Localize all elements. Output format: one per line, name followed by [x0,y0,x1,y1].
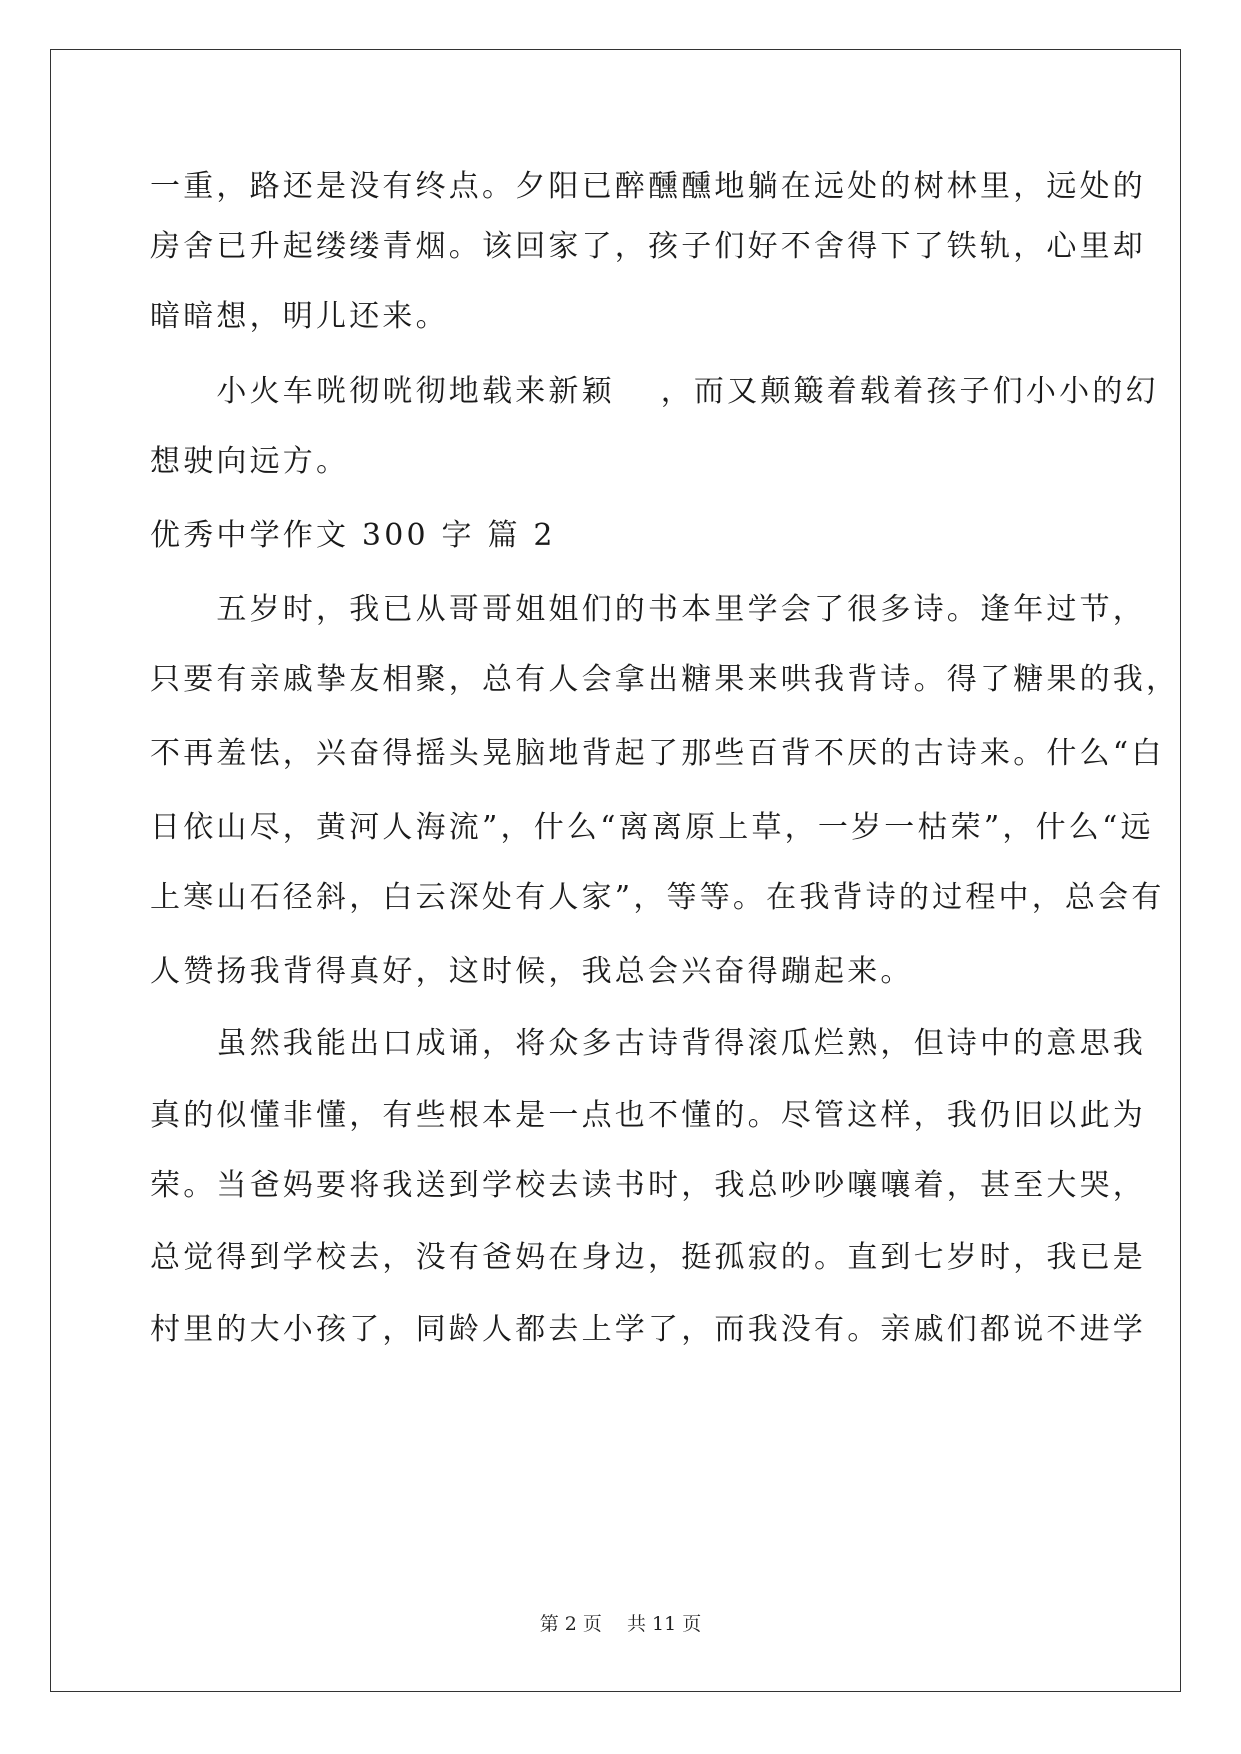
text-line: 想驶向远方。 [150,444,350,479]
text-line: 村里的大小孩了，同龄人都去上学了，而我没有。亲戚们都说不进学 [150,1312,1146,1347]
text-line: 荣。当爸妈要将我送到学校去读书时，我总吵吵嚷嚷着，甚至大哭， [150,1168,1146,1203]
text-line: 只要有亲戚挚友相聚，总有人会拿出糖果来哄我背诗。得了糖果的我， [150,662,1180,697]
text-line: 总觉得到学校去，没有爸妈在身边，挺孤寂的。直到七岁时，我已是 [150,1240,1146,1275]
page-number-footer: 第 2 页 共 11 页 [539,1613,702,1635]
text-line: 日依山尽，黄河人海流”，什么“离离原上草，一岁一枯荣”，什么“远 [150,810,1154,845]
text-line: 暗暗想，明儿还来。 [150,299,449,334]
text-line: 房舍已升起缕缕青烟。该回家了，孩子们好不舍得下了铁轨，心里却 [150,229,1146,264]
text-line: 人赞扬我背得真好，这时候，我总会兴奋得蹦起来。 [150,954,914,989]
text-line: 一重，路还是没有终点。夕阳已醉醺醺地躺在远处的树林里，远处的 [150,169,1146,204]
text-line: 虽然我能出口成诵，将众多古诗背得滚瓜烂熟，但诗中的意思我 [150,1026,1146,1061]
text-line: 小火车咣彻咣彻地载来新颖 ，而又颠簸着载着孩子们小小的幻 [150,374,1159,409]
section-heading: 优秀中学作文 300 字 篇 2 [150,518,556,553]
text-line: 上寒山石径斜，白云深处有人家”，等等。在我背诗的过程中，总会有 [150,880,1165,915]
text-line: 不再羞怯，兴奋得摇头晃脑地背起了那些百背不厌的古诗来。什么“白 [150,736,1165,771]
page-border [50,49,1181,1692]
text-line: 真的似懂非懂，有些根本是一点也不懂的。尽管这样，我仍旧以此为 [150,1098,1146,1133]
text-line: 五岁时，我已从哥哥姐姐们的书本里学会了很多诗。逢年过节， [150,592,1146,627]
